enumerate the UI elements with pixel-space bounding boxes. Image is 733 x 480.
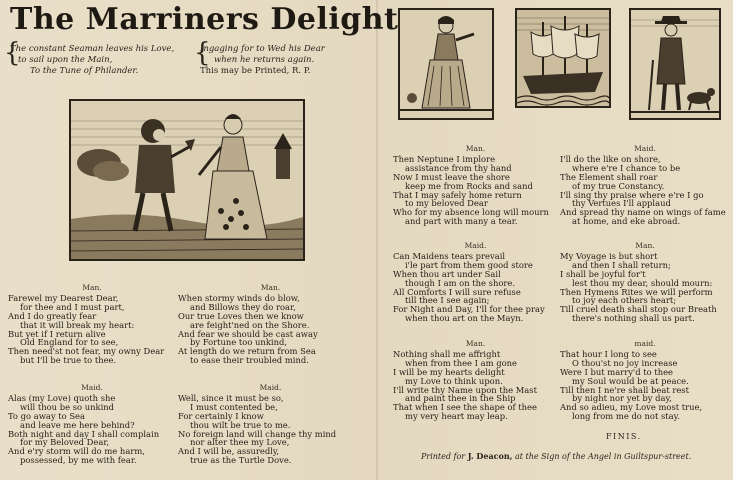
verse-line: But yet if I return alive xyxy=(8,328,106,339)
subtitle-left xyxy=(10,44,195,77)
verse-line: at home, and eke abroad. xyxy=(572,216,681,227)
stanza-8 xyxy=(560,242,730,323)
verse-line: For certainly I know xyxy=(178,410,264,421)
verse-line: Nothing shall me affright xyxy=(393,348,501,359)
verse-line: Our true Loves then we know xyxy=(178,310,304,321)
stanza-3 xyxy=(8,384,176,465)
verse-line: Can Maidens tears prevail xyxy=(393,250,506,261)
verse-line: And I will be, assuredly, xyxy=(178,446,280,457)
verse-line: long from me do not stay. xyxy=(572,411,680,422)
verse-line: will thou be so unkind xyxy=(20,401,115,412)
imprint-suffix: at the Sign of the Angel in Guiltspur-street. xyxy=(515,452,692,461)
right-brace: { xyxy=(194,38,211,68)
verse-line: but I'll be true to thee. xyxy=(20,355,117,366)
ballad-title: The Marriners Delight xyxy=(10,2,399,37)
verse-line: thou wilt be true to me. xyxy=(190,419,291,430)
verse-line: At length do we return from Sea xyxy=(178,346,316,357)
verse-line: true as the Turtle Dove. xyxy=(190,455,292,466)
verse-line: Old England for to see, xyxy=(20,337,119,348)
imprint-prefix: Printed for xyxy=(421,452,466,461)
verse-line: Then Hymens Rites we will perform xyxy=(560,286,713,297)
left-brace: { xyxy=(4,38,21,68)
verse-line: there's nothing shall us part. xyxy=(572,313,695,324)
verse-line: Then Neptune I implore xyxy=(393,153,496,164)
verse-line: are feight'ned on the Shore. xyxy=(190,319,310,330)
verse-line: when thou art on the Mayn. xyxy=(405,313,524,324)
verse-line: Then need'st not fear, my owny Dear xyxy=(8,346,165,357)
imprint-line xyxy=(421,451,691,461)
verse-line: Farewel my Dearest Dear, xyxy=(8,292,119,303)
verse-line: O thou'st no joy increase xyxy=(572,357,678,368)
verse-line: And so adieu, my Love most true, xyxy=(560,402,703,413)
woodcut-man-with-dog xyxy=(629,8,721,120)
verse-line: by night nor yet by day, xyxy=(572,393,672,404)
verse-line: I must contented be, xyxy=(190,401,278,412)
verse-line: Till cruel death shall stop our Breath xyxy=(560,304,717,315)
verse-line: That I may safely home return xyxy=(393,189,522,200)
verse-line: That when I see the shape of thee xyxy=(393,402,537,413)
verse-line: When stormy winds do blow, xyxy=(178,292,300,303)
verse-line: For Night and Day, I'll for thee pray xyxy=(393,304,545,315)
verse-line: Alas (my Love) quoth she xyxy=(8,392,116,403)
woodcut-woman xyxy=(398,8,494,120)
stanza-1 xyxy=(8,284,176,365)
verse-line: assistance from thy hand xyxy=(405,162,512,173)
verse-line: and then I shall return; xyxy=(572,259,671,270)
verse-line: till thee I see again; xyxy=(405,295,490,306)
stanza-6 xyxy=(560,145,730,226)
stanza-2 xyxy=(178,284,363,365)
verse-line: And spread thy name on wings of fame xyxy=(560,207,726,218)
verse-line: lest thou my dear, should mourn: xyxy=(572,277,713,288)
verse-line: my very heart may leap. xyxy=(405,411,508,422)
verse-line: by Fortune too unkind, xyxy=(190,337,287,348)
verse-line: and leave me here behind? xyxy=(20,419,135,430)
verse-line: nor alter thee my Love, xyxy=(190,437,290,448)
verse-line: my Love to think upon. xyxy=(405,375,503,386)
verse-line: for my Beloved Dear, xyxy=(20,437,110,448)
verse-line: to joy each others heart; xyxy=(572,295,677,306)
verse-line: No foreign land will change thy mind xyxy=(178,428,337,439)
subtitle-right-line: Ingaging for to Wed his Dear xyxy=(200,44,325,54)
verse-line: Well, since it must be so, xyxy=(178,392,284,403)
verse-line: I will be my hearts delight xyxy=(393,366,505,377)
speaker-label: Maid. xyxy=(634,144,656,153)
verse-line: My Voyage is but short xyxy=(560,250,658,261)
verse-line: Till then I ne're shall beat rest xyxy=(560,384,689,395)
subtitle-left-line: To the Tune of Philander. xyxy=(30,66,139,76)
verse-line: And I do greatly fear xyxy=(8,310,97,321)
stanza-5 xyxy=(393,145,558,226)
verse-line: All Comforts I will sure refuse xyxy=(393,286,521,297)
verse-line: thy Vertues I'll applaud xyxy=(572,198,671,209)
verse-line: for thee and I must part, xyxy=(20,301,125,312)
subtitle-right-line: This may be Printed, R. P. xyxy=(200,66,311,76)
verse-line: Who for my absence long will mourn xyxy=(393,207,549,218)
speaker-label: Maid. xyxy=(464,241,487,250)
speaker-label: Man. xyxy=(635,241,655,250)
verse-line: Were I but marry'd to thee xyxy=(560,366,673,377)
verse-line: and Billows they do roar, xyxy=(190,301,296,312)
verse-line: i'le part from them good store xyxy=(405,259,533,270)
verse-line: of my true Constancy. xyxy=(572,180,665,191)
verse-line: I'll write thy Name upon the Mast xyxy=(393,384,537,395)
verse-line: when from thee I am gone xyxy=(405,357,517,368)
verse-line: possessed, by me with fear. xyxy=(20,455,137,466)
woodcut-couple xyxy=(69,99,305,261)
verse-line: my Soul would be at peace. xyxy=(572,375,689,386)
finis-label: FINIS. xyxy=(606,432,642,441)
verse-line: that it will break my heart: xyxy=(20,319,135,330)
subtitle-left-line: to sail upon the Main, xyxy=(18,55,113,65)
verse-line: though I am on the shore. xyxy=(405,277,516,288)
speaker-label: Maid. xyxy=(259,383,282,392)
verse-line: And fear we should be cast away xyxy=(178,328,318,339)
verse-line: I'll sing thy praise where e're I go xyxy=(560,189,704,200)
woodcut-ship xyxy=(515,8,611,108)
stanza-9 xyxy=(393,340,558,421)
speaker-label: Man. xyxy=(260,283,281,292)
speaker-label: Man. xyxy=(82,283,102,292)
stanza-10 xyxy=(560,340,730,421)
stanza-4 xyxy=(178,384,363,465)
speaker-label: Man. xyxy=(465,144,486,153)
verse-line: to ease their troubled mind. xyxy=(190,355,309,366)
verse-line: To go away to Sea xyxy=(8,410,86,421)
verse-line: keep me from Rocks and sand xyxy=(405,180,533,191)
speaker-label: Maid. xyxy=(81,383,103,392)
verse-line: I'll do the like on shore, xyxy=(560,153,661,164)
verse-line: to my beloved Dear xyxy=(405,198,488,209)
imprint-printer: J. Deacon, xyxy=(467,451,513,461)
verse-line: I shall be joyful for't xyxy=(560,268,646,279)
speaker-label: maid. xyxy=(634,339,656,348)
verse-line: That hour I long to see xyxy=(560,348,657,359)
verse-line: and part with many a tear. xyxy=(405,216,518,227)
verse-line: where e're I chance to be xyxy=(572,162,681,173)
subtitle-right xyxy=(200,44,385,77)
verse-line: The Element shall roar xyxy=(560,171,658,182)
verse-line: and paint thee in the Ship xyxy=(405,393,516,404)
verse-line: When thou art under Sail xyxy=(393,268,501,279)
speaker-label: Man. xyxy=(465,339,486,348)
subtitle-left-line: The constant Seaman leaves his Love, xyxy=(10,44,175,54)
verse-line: Both night and day I shall complain xyxy=(8,428,160,439)
subtitle-right-line: when he returns again. xyxy=(214,55,315,65)
verse-line: And e'ry storm will do me harm, xyxy=(8,446,145,457)
verse-line: Now I must leave the shore xyxy=(393,171,510,182)
stanza-7 xyxy=(393,242,558,323)
